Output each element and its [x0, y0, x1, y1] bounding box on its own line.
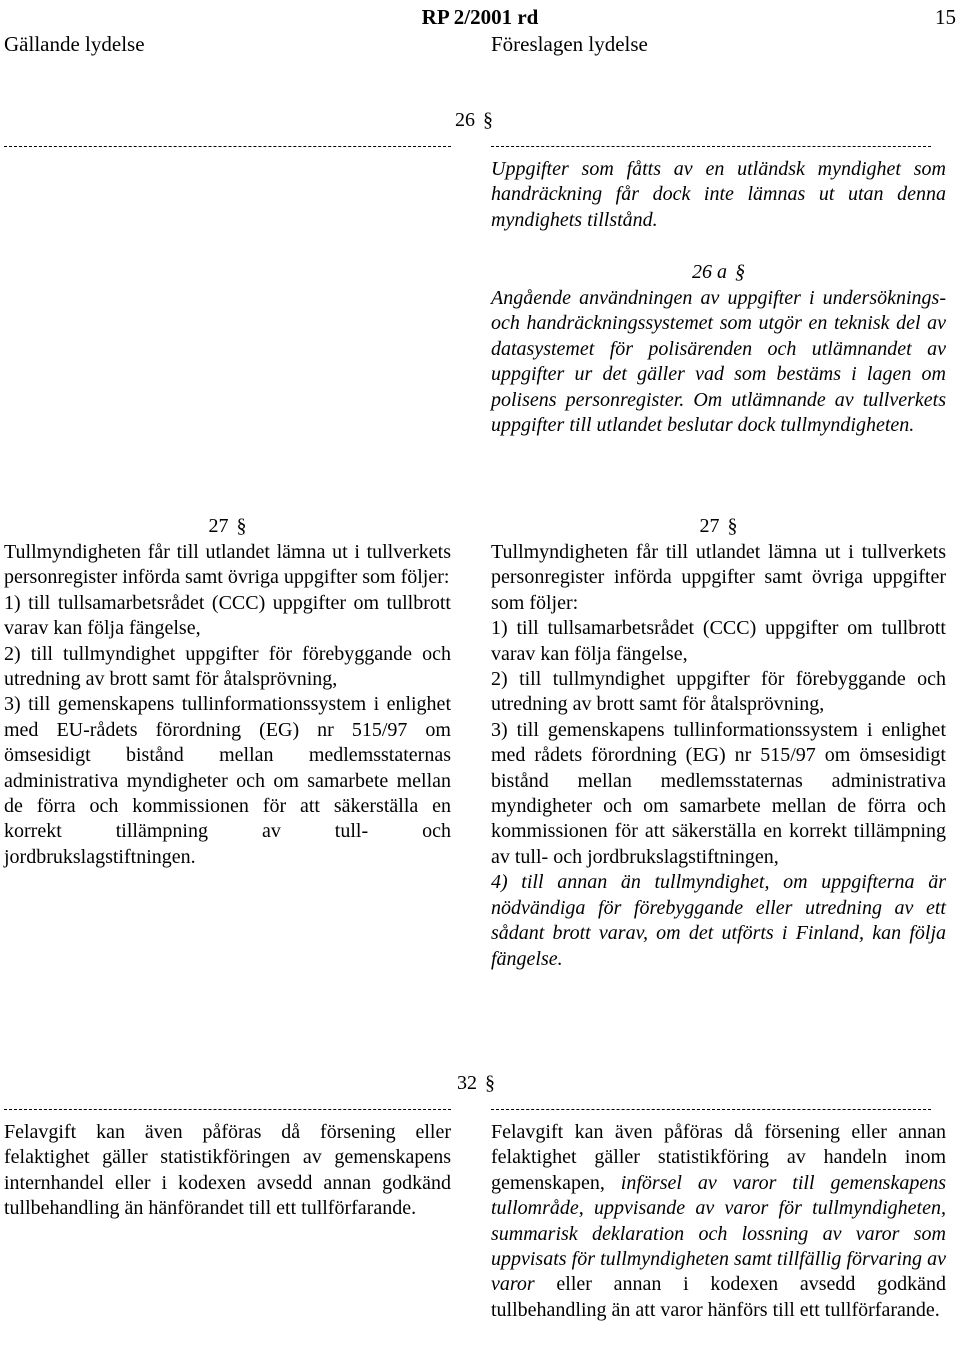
- left-omission-line-26: [4, 134, 451, 148]
- section-26-symbol: §: [483, 109, 493, 131]
- section-27-left-item-2: 2) till tullmyndighet uppgifter för förebyggande och utredning av brott samt för åtalsprövning,: [4, 642, 451, 691]
- section-32-right-part1: Felavgift kan även påföras då försening eller annan felaktighet gäller statistikföring av handeln inom gemenskapen,: [491, 1121, 946, 1194]
- left-column-heading: Gällande lydelse: [4, 32, 145, 56]
- section-27-left-symbol: §: [236, 515, 247, 537]
- section-27-left-heading: [4, 514, 451, 539]
- section-27-left-number: 27: [208, 515, 229, 537]
- section-32-heading: [457, 1071, 495, 1096]
- section-27-right-item-4: 4) till annan än tullmyndighet, om uppgifterna är nödvändiga för förebyggande eller utredning av ett sådant brott varav, om det utförts i Finland, kan följa fängelse.: [491, 871, 946, 970]
- right-omission-line-26: [491, 134, 931, 148]
- section-26a-right-text: Angående användningen av uppgifter i undersöknings- och handräckningssystemet som utgör en teknisk del av datasystemet för polisärenden och utlämnandet av uppgifter ur det gäller vad som bestäms i lagen om polisens personregister. Om utlämnande av tullverkets uppgifter till utlandet beslutar dock tullmyndigheten.: [491, 287, 946, 437]
- section-32-number: 32: [457, 1072, 477, 1094]
- section-32-left-text: Felavgift kan även påföras då försening eller felaktighet gäller statistikföringen av gemenskapens internhandel eller i kodexen avsedd annan godkänd tullbehandling än hänförandet till ett tullförfarande.: [4, 1121, 451, 1220]
- section-27-right-item-2: 2) till tullmyndighet uppgifter för förebyggande och utredning av brott samt för åtalsprövning,: [491, 668, 946, 716]
- section-32-symbol: §: [485, 1072, 495, 1094]
- section-26a-heading: [491, 260, 946, 285]
- right-omission-line-32: [491, 1097, 931, 1111]
- section-27-right-symbol: §: [727, 515, 738, 537]
- section-27-right-intro: Tullmyndigheten får till utlandet lämna ut i tullverkets personregister införda uppgifter samt övriga uppgifter som följer:: [491, 541, 946, 614]
- document-id: RP 2/2001 rd: [421, 5, 539, 29]
- section-27-right-item-1: 1) till tullsamarbetsrådet (CCC) uppgifter om tullbrott varav kan följa fängelse,: [491, 617, 946, 665]
- page-number: 15: [935, 5, 956, 29]
- section-32-right-body: [491, 1120, 946, 1323]
- page-header: [0, 4, 960, 56]
- section-26-number: 26: [455, 109, 475, 131]
- section-27-right-body: [491, 540, 946, 972]
- right-column-heading: Föreslagen lydelse: [491, 32, 648, 56]
- section-26-heading: [455, 108, 493, 133]
- section-27-right-item-3: 3) till gemenskapens tullinformationssystem i enlighet med rådets förordning (EG) nr 515/97 om ömsesidigt bistånd mellan medlemsstaternas administrativa myndigheter och om samarbete mellan de förra och kommissionen för att säkerställa en korrekt tillämpning av tull- och jordbrukslagstiftningen,: [491, 718, 946, 868]
- section-26a-symbol: §: [735, 261, 745, 283]
- section-27-left-intro: Tullmyndigheten får till utlandet lämna ut i tullverkets personregister införda samt övriga uppgifter som följer:: [4, 541, 451, 589]
- section-27-left-item-3: 3) till gemenskapens tullinformationssystem i enlighet med EU-rådets förordning (EG) nr 515/97 om ömsesidigt bistånd mellan medlemsstaternas administrativa myndigheter och om samarbete mellan de förra och kommissionen för att säkerställa en korrekt tillämpning av tull- och jordbrukslagstiftningen.: [4, 693, 451, 868]
- section-32-right-part2: införsel av varor till gemenskapens tullområde, uppvisande av varor för tullmyndigheten, summarisk deklaration och lossning av varor som uppvisats för tullmyndigheten samt tillfällig förvaring av varor: [491, 1171, 946, 1296]
- section-26-right-text: Uppgifter som fåtts av en utländsk myndighet som handräckning får dock inte lämnas ut utan denna myndighets tillstånd.: [491, 158, 946, 231]
- left-omission-line-32: [4, 1097, 451, 1111]
- section-32-right-part3: eller annan i kodexen avsedd godkänd tullbehandling än att varor hänförs till ett tullförfarande.: [491, 1273, 946, 1321]
- section-26a-number: 26 a: [692, 261, 727, 283]
- section-27-right-number: 27: [699, 515, 720, 537]
- section-27-left-body: [4, 540, 451, 870]
- section-27-right-heading: [491, 514, 946, 539]
- section-27-left-item-1: 1) till tullsamarbetsrådet (CCC) uppgifter om tullbrott varav kan följa fängelse,: [4, 591, 451, 640]
